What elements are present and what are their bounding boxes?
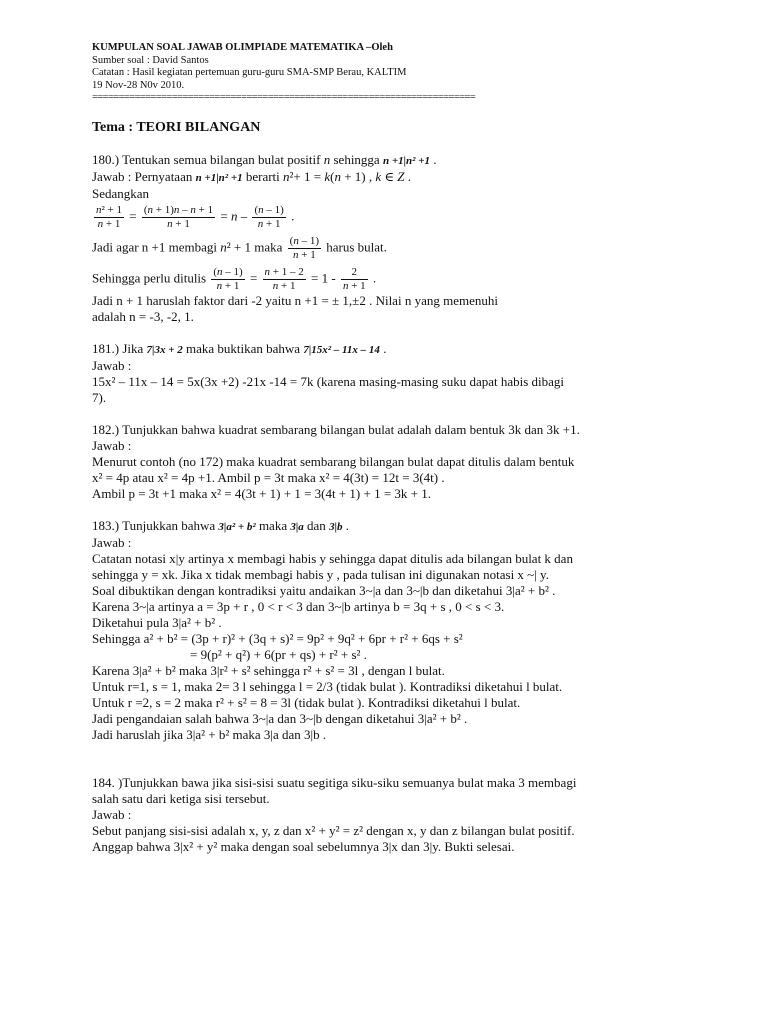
p183-line-7: = 9(p² + q²) + 6(pr + qs) + r² + s² .	[190, 647, 367, 662]
p183-line-9: Untuk r=1, s = 1, maka 2= 3 l sehingga l = 2/3 (tidak bulat ). Kontradiksi diketahui l bulat.	[92, 679, 563, 694]
problem-182	[92, 422, 692, 502]
p180-maka: maka	[254, 239, 283, 255]
p183-question-3: dan	[307, 518, 326, 533]
p180-sedangkan: Sedangkan	[92, 186, 150, 201]
p182-line-2: x² = 4p atau x² = 4p +1. Ambil p = 3t maka x² = 4(3t) = 12t = 3(4t) .	[92, 470, 445, 485]
p182-line-1: Menurut contoh (no 172) maka kuadrat sembarang bilangan bulat dapat ditulis dalam bentuk	[92, 454, 575, 469]
header-note: Catatan : Hasil kegiatan pertemuan guru-guru SMA-SMP Berau, KALTIM	[92, 67, 407, 78]
p183-line-5: Diketahui pula 3|a² + b² .	[92, 615, 222, 630]
p180-sehingga: Sehingga perlu ditulis	[92, 270, 207, 286]
header-date: 19 Nov-28 N0v 2010.	[92, 79, 185, 91]
p181-line: 15x² – 11x – 14 = 5x(3x +2) -21x -14 = 7k (karena masing-masing suku dapat habis dibagi	[92, 374, 565, 389]
topic-title: Tema : TEORI BILANGAN	[92, 120, 261, 135]
problem-181: 181.) Jika 7|3x + 2 maka buktikan bahwa 7|15x² – 11x – 14 . Jawab : 15x² – 11x – 14 = 5x(3x +2) -21x -14 = 7k (karena masing-masing suku dapat habis dibagi 7).	[92, 341, 692, 406]
problem-183: 183.) Tunjukkan bahwa 3|a² + b² maka 3|a dan 3|b . Jawab : Catatan notasi x|y artinya x membagi habis y sehingga dapat ditulis ada bilangan bulat k dan sehingga y = xk. Jika x tidak membagi habis y , pada tulisan ini digunakan notasi x ~| y. Soal dibuktikan dengan kontradiksi yaitu andaikan 3~|a dan 3~|b dan diketahui 3|a² + b² . Karena 3~|a artinya a = 3p + r , 0 < r < 3 dan 3~|b artinya b = 3q + s , 0 < s < 3. Diketahui pula 3|a² + b² . Sehingga a² + b² = (3p + r)² + (3q + s)² = 9p² + 9q² + 6pr + r² + 6qs + s² = 9(p² + q²) + 6(pr + qs) + r² + s² . Karena 3|a² + b² maka 3|r² + s² sehingga r² + s² = 3l , dengan l bulat. Untuk r=1, s = 1, maka 2= 3 l sehingga l = 2/3 (tidak bulat ). Kontradiksi diketahui l bulat. Untuk r =2, s = 2 maka r² + s² = 8 = 3l (tidak bulat ). Kontradiksi diketahui l bulat. Jadi pengandaian salah bahwa 3~|a dan 3~|b dengan diketahui 3|a² + b² . Jadi haruslah jika 3|a² + b² maka 3|a dan 3|b .	[92, 518, 692, 743]
problem-184	[92, 775, 692, 855]
p183-line-11: Jadi pengandaian salah bahwa 3~|a dan 3~|b dengan diketahui 3|a² + b² .	[92, 711, 468, 726]
problem-180: 180.) Tentukan semua bilangan bulat positif n sehingga n +1|n² +1 . Jawab : Pernyataan n +1|n² +1 berarti n²+ 1 = k(n + 1) , k ∈ Z . Sedangkan $\frac{\text{n² + 1}}{n + 1}$ = $\frac{(n + 1)n - n + 1}{n + 1}$ = n – $\frac{(n - 1)}{n + 1}$ . Jadi agar n +1 membagi n² + 1 maka $\frac{(n - 1)}{n + 1}$ harus bulat. Sehingga perlu ditulis $\frac{(n - 1)}{n + 1}$ = $\frac{n + 1 - 2}{n + 1}$ = 1 - $\frac{2}{n + 1}$ . Jadi n + 1 haruslah faktor dari -2 yaitu n +1 = ± 1,±2 . Nilai n yang memenuhi adalah n = -3, -2, 1.	[92, 152, 692, 325]
p183-question: 183.) Tunjukkan bahwa	[92, 518, 216, 533]
p182-line-3: Ambil p = 3t +1 maka x² = 4(3t + 1) + 1 = 3(4t + 1) + 1 = 3k + 1.	[92, 486, 431, 501]
p181-jawab: Jawab :	[92, 358, 132, 373]
header	[92, 42, 692, 104]
p183-line-8: Karena 3|a² + b² maka 3|r² + s² sehingga r² + s² = 3l , dengan l bulat.	[92, 663, 445, 678]
p180-question: 180.) Tentukan semua bilangan bulat positif	[92, 152, 321, 167]
p180-harus: harus bulat.	[326, 239, 387, 255]
p181-line-2: 7).	[92, 390, 107, 405]
p183-line-10: Untuk r =2, s = 2 maka r² + s² = 8 = 3l (tidak bulat ). Kontradiksi diketahui l bulat.	[92, 695, 521, 710]
p183-line-6: Sehingga a² + b² = (3p + r)² + (3q + s)² = 9p² + 9q² + 6pr + r² + 6qs + s²	[92, 631, 463, 646]
p180-berarti: berarti	[245, 169, 280, 184]
p180-adalah: adalah n = -3, -2, 1.	[92, 309, 194, 324]
p183-line-1: Catatan notasi x|y artinya x membagi habis y sehingga dapat ditulis ada bilangan bulat k dan	[92, 551, 573, 566]
p183-question-2: maka	[258, 518, 288, 533]
p184-question: 184. )Tunjukkan bawa jika sisi-sisi suatu segitiga siku-siku semuanya bulat maka 3 membagi	[92, 775, 577, 790]
p184-jawab: Jawab :	[92, 807, 132, 822]
p180-jawab: Jawab : Pernyataan	[92, 169, 193, 184]
p184-question-2: salah satu dari ketiga sisi tersebut.	[92, 791, 270, 806]
p180-faktor: Jadi n + 1 haruslah faktor dari -2 yaitu n +1 = ± 1,±2 . Nilai n yang memenuhi	[92, 293, 498, 308]
header-separator: ========================================================================	[92, 92, 476, 103]
p183-line-4: Karena 3~|a artinya a = 3p + r , 0 < r < 3 dan 3~|b artinya b = 3q + s , 0 < s < 3.	[92, 599, 505, 614]
p183-line-12: Jadi haruslah jika 3|a² + b² maka 3|a dan 3|b .	[92, 727, 327, 742]
p184-line-2: Anggap bahwa 3|x² + y² maka dengan soal sebelumnya 3|x dan 3|y. Bukti selesai.	[92, 839, 515, 854]
header-source: Sumber soal : David Santos	[92, 54, 209, 66]
p182-question: 182.) Tunjukkan bahwa kuadrat sembarang bilangan bulat adalah dalam bentuk 3k dan 3k +1.	[92, 422, 580, 437]
header-title: KUMPULAN SOAL JAWAB OLIMPIADE MATEMATIKA –Oleh	[92, 42, 393, 53]
p181-question-2: maka buktikan bahwa	[185, 341, 301, 356]
p181-question: 181.) Jika	[92, 341, 144, 356]
p184-line-1: Sebut panjang sisi-sisi adalah x, y, z dan x² + y² = z² dengan x, y dan z bilangan bulat positif.	[92, 823, 575, 838]
p183-jawab: Jawab :	[92, 535, 132, 550]
document-page	[92, 42, 692, 855]
p183-line-2: sehingga y = xk. Jika x tidak membagi habis y , pada tulisan ini digunakan notasi x ~| y.	[92, 567, 549, 582]
p180-question-2: sehingga	[333, 152, 380, 167]
p183-line-3: Soal dibuktikan dengan kontradiksi yaitu andaikan 3~|a dan 3~|b dan diketahui 3|a² + b² .	[92, 583, 556, 598]
p180-jadi: Jadi agar n +1 membagi	[92, 239, 218, 255]
p182-jawab: Jawab :	[92, 438, 132, 453]
